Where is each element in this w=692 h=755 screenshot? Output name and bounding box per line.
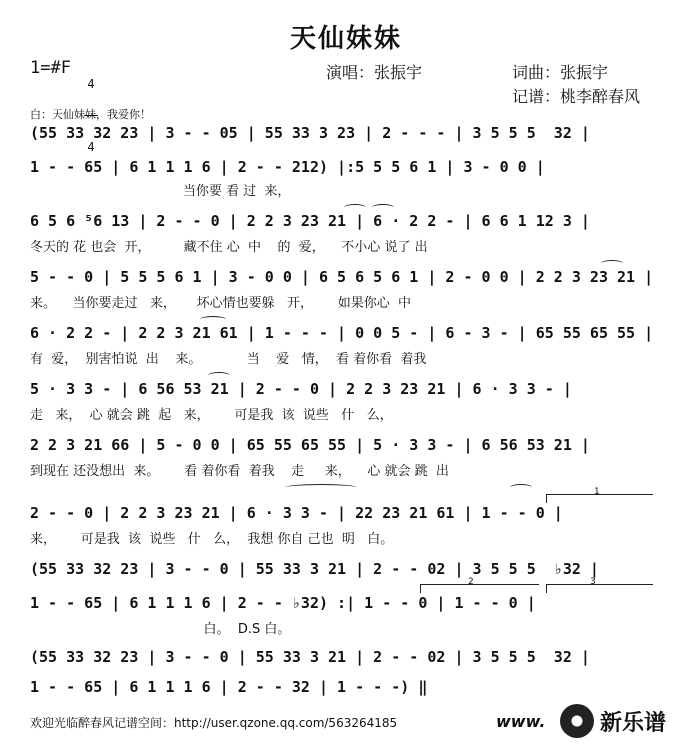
score-row-12-notes: 1 - - 65 | 6 1 1 1 6 | 2 - - 32 | 1 - - -) ‖ bbox=[30, 678, 428, 696]
slur-arc bbox=[208, 372, 230, 379]
time-signature-bottom: 4 bbox=[87, 140, 95, 154]
key-signature: 1=#F bbox=[30, 58, 71, 78]
score-row-6-lyrics: 走 来， 心 就会 跳 起 来， 可是我 该 说些 什 么， bbox=[30, 408, 393, 423]
score-row-2-lyrics: 当你要 看 过 来， bbox=[30, 184, 291, 199]
score-row-3-lyrics: 冬天的 花 也会 开， 藏不住 心 中 的 爱， 不小心 说了 出 bbox=[30, 240, 428, 255]
score-row-7-lyrics: 到现在 还没想出 来。 看 着你看 着我 走 来， 心 就会 跳 出 bbox=[30, 464, 449, 479]
score-row-10-notes: 1 - - 65 | 6 1 1 1 6 | 2 - - ♭32) :| 1 - - 0 | 1 - - 0 | bbox=[30, 594, 536, 612]
slur-arc bbox=[372, 204, 394, 211]
score-row-5-notes: 6 · 2 2 - | 2 2 3 21 61 | 1 - - - | 0 0 5 - | 6 - 3 - | 65 55 65 55 | bbox=[30, 324, 654, 342]
page-title: 天仙妹妹 bbox=[289, 24, 402, 54]
intro-spoken-line: 白：天仙妹妹，我爱你！ bbox=[30, 108, 151, 121]
volta-label-1: 1 bbox=[594, 487, 600, 497]
slur-arc bbox=[344, 204, 366, 211]
score-row-8-notes: 2 - - 0 | 2 2 3 23 21 | 6 · 3 3 - | 22 23 21 61 | 1 - - 0 | bbox=[30, 504, 563, 522]
logo-text: 新乐谱 bbox=[600, 711, 667, 736]
score-row-3-notes: 6 5 6 ⁵6 13 | 2 - - 0 | 2 2 3 23 21 | 6 · 2 2 - | 6 6 1 12 3 | bbox=[30, 212, 590, 230]
volta-label-3: 3 bbox=[590, 577, 596, 587]
footer-note: 欢迎光临醉春风记谱空间：http://user.qzone.qq.com/563264185 bbox=[30, 716, 398, 730]
site-logo[interactable] bbox=[560, 698, 692, 742]
writer-credit: 词曲：张振宇 bbox=[512, 63, 609, 82]
score-row-10-lyrics: 白。 D.S 白。 bbox=[30, 622, 291, 637]
volta-label-2: 2 bbox=[468, 577, 474, 587]
score-row-4-notes: 5 - - 0 | 5 5 5 6 1 | 3 - 0 0 | 6 5 6 5 6 1 | 2 - 0 0 | 2 2 3 23 21 | bbox=[30, 268, 654, 286]
score-row-7-notes: 2 2 3 21 66 | 5 - 0 0 | 65 55 65 55 | 5 · 3 3 - | 6 56 53 21 | bbox=[30, 436, 590, 454]
site-fragment: www. bbox=[496, 712, 546, 731]
score-row-9-notes: (55 33 32 23 | 3 - - 0 | 55 33 3 21 | 2 - - 02 | 3 5 5 5 ♭32 | bbox=[30, 560, 599, 578]
score-row-1-notes: (55 33 32 23 | 3 - - 05 | 55 33 3 23 | 2 - - - | 3 5 5 5 32 | bbox=[30, 124, 590, 142]
score-row-6-notes: 5 · 3 3 - | 6 56 53 21 | 2 - - 0 | 2 2 3 23 21 | 6 · 3 3 - | bbox=[30, 380, 572, 398]
volta-bracket-3 bbox=[546, 584, 653, 593]
singer-credit: 演唱：张振宇 bbox=[326, 63, 423, 82]
score-row-2-notes: 1 - - 65 | 6 1 1 1 6 | 2 - - 212) |:5 5 5 6 1 | 3 - 0 0 | bbox=[30, 158, 545, 176]
slur-arc bbox=[285, 484, 357, 491]
time-signature-top: 4 bbox=[87, 77, 95, 91]
score-row-5-lyrics: 有 爱， 别害怕说 出 来。 当 爱 情， 看 着你看 着我 bbox=[30, 352, 427, 367]
score-row-8-lyrics: 来， 可是我 该 说些 什 么， 我想 你自 己也 明 白。 bbox=[30, 532, 394, 547]
score-row-4-lyrics: 来。 当你要走过 来， 坏心情也要躲 开， 如果你心 中 bbox=[30, 296, 412, 311]
slur-arc bbox=[200, 316, 226, 323]
volta-bracket-2 bbox=[420, 584, 539, 593]
slur-arc bbox=[601, 260, 623, 267]
score-row-11-notes: (55 33 32 23 | 3 - - 0 | 55 33 3 21 | 2 - - 02 | 3 5 5 5 32 | bbox=[30, 648, 590, 666]
slur-arc bbox=[510, 484, 532, 491]
transcriber-credit: 记谱：桃李醉春风 bbox=[512, 87, 641, 106]
record-disc-icon bbox=[560, 704, 594, 738]
